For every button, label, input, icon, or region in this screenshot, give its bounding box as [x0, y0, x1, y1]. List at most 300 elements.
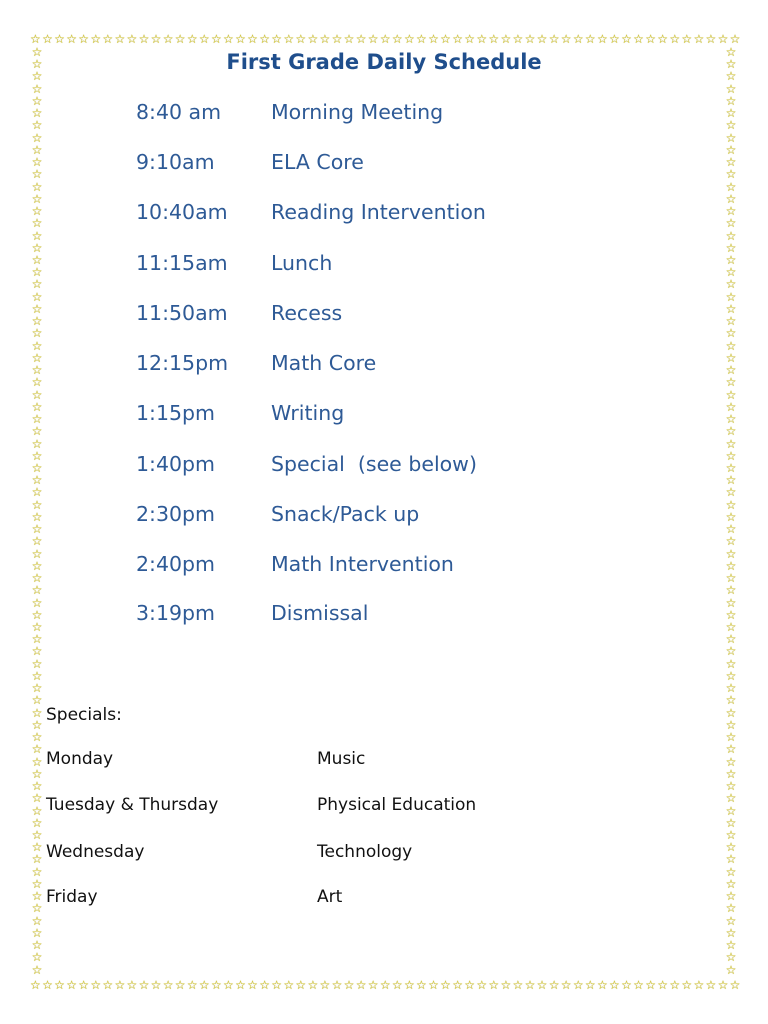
- schedule-time: 10:40am: [136, 200, 228, 224]
- star-icon: ☆: [725, 607, 737, 622]
- schedule-activity: Reading Intervention: [271, 200, 486, 224]
- schedule-time: 3:19pm: [136, 601, 216, 625]
- star-icon: ☆: [705, 32, 717, 46]
- star-icon: ☆: [31, 252, 43, 267]
- star-icon: ☆: [31, 118, 43, 133]
- star-border-right: [724, 46, 738, 976]
- star-icon: ☆: [126, 978, 138, 992]
- star-icon: ☆: [355, 978, 367, 992]
- star-icon: ☆: [725, 595, 737, 610]
- star-icon: ☆: [31, 130, 43, 145]
- star-icon: ☆: [725, 632, 737, 647]
- star-icon: ☆: [186, 978, 198, 992]
- star-icon: ☆: [31, 840, 43, 855]
- star-border-top: [30, 32, 741, 46]
- star-icon: ☆: [725, 938, 737, 953]
- star-icon: ☆: [30, 978, 41, 992]
- schedule-time: 2:40pm: [136, 552, 216, 576]
- star-icon: ☆: [725, 522, 737, 537]
- star-icon: ☆: [31, 864, 43, 879]
- star-icon: ☆: [126, 32, 138, 46]
- star-icon: ☆: [355, 32, 367, 46]
- star-icon: ☆: [725, 424, 737, 439]
- star-border-left: [30, 46, 44, 976]
- star-icon: ☆: [31, 815, 43, 830]
- star-icon: ☆: [725, 387, 737, 402]
- star-icon: ☆: [210, 32, 222, 46]
- star-icon: ☆: [174, 32, 186, 46]
- star-icon: ☆: [725, 705, 737, 720]
- star-icon: ☆: [560, 978, 572, 992]
- star-icon: ☆: [548, 978, 560, 992]
- star-icon: ☆: [31, 852, 43, 867]
- star-icon: ☆: [725, 534, 737, 549]
- schedule-activity: ELA Core: [271, 150, 364, 174]
- star-icon: ☆: [476, 978, 488, 992]
- star-icon: ☆: [31, 265, 43, 280]
- star-icon: ☆: [725, 118, 737, 133]
- star-icon: ☆: [391, 978, 403, 992]
- star-icon: ☆: [138, 978, 150, 992]
- star-icon: ☆: [717, 978, 729, 992]
- star-icon: ☆: [657, 978, 669, 992]
- star-icon: ☆: [725, 155, 737, 170]
- star-icon: ☆: [31, 901, 43, 916]
- star-icon: ☆: [440, 32, 451, 46]
- star-icon: ☆: [725, 828, 737, 842]
- star-icon: ☆: [725, 167, 737, 182]
- star-icon: ☆: [31, 375, 43, 390]
- star-icon: ☆: [31, 766, 43, 781]
- star-icon: ☆: [331, 978, 343, 992]
- star-icon: ☆: [725, 852, 737, 867]
- star-icon: ☆: [725, 509, 737, 524]
- star-icon: ☆: [138, 32, 150, 46]
- star-icon: ☆: [31, 620, 43, 635]
- star-icon: ☆: [235, 978, 246, 992]
- star-icon: ☆: [725, 314, 737, 329]
- star-icon: ☆: [31, 240, 43, 255]
- star-icon: ☆: [31, 705, 43, 720]
- schedule-time: 9:10am: [136, 150, 215, 174]
- star-icon: ☆: [198, 978, 210, 992]
- star-icon: ☆: [319, 32, 331, 46]
- star-icon: ☆: [31, 191, 43, 206]
- star-icon: ☆: [31, 595, 43, 610]
- star-icon: ☆: [633, 32, 644, 46]
- star-icon: ☆: [31, 228, 43, 243]
- star-icon: ☆: [31, 106, 43, 121]
- star-icon: ☆: [725, 228, 737, 243]
- star-icon: ☆: [31, 644, 43, 659]
- star-icon: ☆: [31, 791, 43, 806]
- star-icon: ☆: [725, 791, 737, 806]
- star-icon: ☆: [331, 32, 343, 46]
- star-icon: ☆: [725, 473, 737, 488]
- star-icon: ☆: [725, 448, 737, 463]
- star-icon: ☆: [725, 363, 737, 378]
- star-icon: ☆: [31, 522, 43, 537]
- star-icon: ☆: [596, 978, 608, 992]
- star-icon: ☆: [271, 32, 283, 46]
- star-icon: ☆: [500, 978, 512, 992]
- star-icon: ☆: [31, 546, 43, 561]
- star-icon: ☆: [31, 828, 43, 842]
- star-icon: ☆: [725, 876, 737, 891]
- star-icon: ☆: [584, 32, 596, 46]
- star-icon: ☆: [725, 840, 737, 855]
- star-icon: ☆: [705, 978, 717, 992]
- star-icon: ☆: [31, 69, 43, 84]
- star-icon: ☆: [725, 497, 737, 512]
- star-icon: ☆: [31, 803, 43, 818]
- star-icon: ☆: [174, 978, 186, 992]
- star-icon: ☆: [247, 978, 258, 992]
- star-icon: ☆: [31, 424, 43, 439]
- star-icon: ☆: [725, 681, 737, 696]
- star-icon: ☆: [428, 978, 439, 992]
- star-icon: ☆: [78, 978, 90, 992]
- star-icon: ☆: [31, 301, 43, 316]
- star-icon: ☆: [725, 460, 737, 475]
- star-icon: ☆: [31, 950, 43, 965]
- specials-row: [46, 887, 646, 911]
- star-icon: ☆: [572, 978, 584, 992]
- star-icon: ☆: [725, 93, 737, 108]
- star-icon: ☆: [31, 717, 43, 732]
- specials-row: [46, 842, 646, 866]
- star-icon: ☆: [247, 32, 258, 46]
- specials-day: Wednesday: [46, 842, 145, 862]
- star-icon: ☆: [645, 32, 656, 46]
- star-icon: ☆: [428, 32, 439, 46]
- star-icon: ☆: [725, 252, 737, 267]
- star-icon: ☆: [536, 32, 548, 46]
- star-icon: ☆: [150, 978, 162, 992]
- schedule-time: 11:15am: [136, 251, 228, 275]
- star-icon: ☆: [725, 962, 737, 977]
- star-icon: ☆: [102, 32, 114, 46]
- star-icon: ☆: [464, 978, 476, 992]
- star-icon: ☆: [31, 656, 43, 671]
- star-icon: ☆: [725, 889, 737, 904]
- star-icon: ☆: [307, 978, 319, 992]
- specials-day: Friday: [46, 887, 98, 907]
- schedule-time: 2:30pm: [136, 502, 216, 526]
- star-icon: ☆: [31, 632, 43, 647]
- star-icon: ☆: [725, 693, 737, 708]
- star-icon: ☆: [693, 32, 705, 46]
- star-icon: ☆: [31, 754, 43, 769]
- star-icon: ☆: [725, 436, 737, 451]
- star-icon: ☆: [31, 742, 43, 757]
- star-icon: ☆: [162, 32, 174, 46]
- schedule-time: 1:40pm: [136, 452, 216, 476]
- schedule-activity: Snack/Pack up: [271, 502, 420, 526]
- star-icon: ☆: [725, 375, 737, 390]
- star-icon: ☆: [31, 571, 43, 586]
- star-icon: ☆: [725, 350, 737, 365]
- star-icon: ☆: [367, 32, 379, 46]
- star-icon: ☆: [31, 473, 43, 488]
- star-icon: ☆: [31, 889, 43, 904]
- star-border-bottom: [30, 978, 741, 992]
- star-icon: ☆: [416, 32, 427, 46]
- star-icon: ☆: [31, 363, 43, 378]
- star-icon: ☆: [31, 167, 43, 182]
- star-icon: ☆: [725, 717, 737, 732]
- specials-day: Tuesday & Thursday: [46, 795, 219, 815]
- star-icon: ☆: [31, 693, 43, 708]
- star-icon: ☆: [31, 216, 43, 231]
- star-icon: ☆: [725, 81, 737, 96]
- star-icon: ☆: [725, 485, 737, 500]
- star-icon: ☆: [488, 32, 500, 46]
- star-icon: ☆: [717, 32, 729, 46]
- star-icon: ☆: [66, 978, 77, 992]
- star-icon: ☆: [235, 32, 246, 46]
- star-icon: ☆: [259, 32, 270, 46]
- star-icon: ☆: [295, 32, 307, 46]
- star-icon: ☆: [500, 32, 512, 46]
- star-icon: ☆: [621, 32, 632, 46]
- star-icon: ☆: [476, 32, 488, 46]
- star-icon: ☆: [379, 978, 391, 992]
- star-icon: ☆: [464, 32, 476, 46]
- star-icon: ☆: [403, 32, 415, 46]
- star-icon: ☆: [512, 978, 524, 992]
- page-title: First Grade Daily Schedule: [226, 50, 542, 74]
- star-icon: ☆: [725, 668, 737, 683]
- star-icon: ☆: [295, 978, 307, 992]
- specials-subject: Physical Education: [317, 795, 477, 815]
- star-icon: ☆: [31, 962, 43, 977]
- star-icon: ☆: [725, 925, 737, 940]
- star-icon: ☆: [31, 387, 43, 402]
- star-icon: ☆: [452, 978, 463, 992]
- star-icon: ☆: [391, 32, 403, 46]
- star-icon: ☆: [31, 142, 43, 157]
- schedule-activity: Math Intervention: [271, 552, 454, 576]
- star-icon: ☆: [31, 81, 43, 96]
- schedule-activity: Morning Meeting: [271, 100, 444, 124]
- specials-subject: Music: [317, 749, 366, 769]
- star-icon: ☆: [31, 730, 43, 745]
- star-icon: ☆: [31, 93, 43, 108]
- star-icon: ☆: [725, 216, 737, 231]
- star-icon: ☆: [725, 803, 737, 818]
- star-icon: ☆: [416, 978, 427, 992]
- star-icon: ☆: [30, 32, 41, 46]
- star-icon: ☆: [440, 978, 451, 992]
- star-icon: ☆: [90, 978, 102, 992]
- star-icon: ☆: [271, 978, 283, 992]
- star-icon: ☆: [572, 32, 584, 46]
- star-icon: ☆: [223, 32, 234, 46]
- star-icon: ☆: [536, 978, 548, 992]
- specials-subject: Technology: [317, 842, 413, 862]
- star-icon: ☆: [78, 32, 90, 46]
- star-icon: ☆: [725, 644, 737, 659]
- star-icon: ☆: [725, 730, 737, 745]
- star-icon: ☆: [31, 558, 43, 573]
- star-icon: ☆: [725, 950, 737, 965]
- schedule-activity: Lunch: [271, 251, 333, 275]
- star-icon: ☆: [31, 938, 43, 953]
- star-icon: ☆: [31, 779, 43, 794]
- star-icon: ☆: [198, 32, 210, 46]
- star-icon: ☆: [31, 45, 43, 59]
- star-icon: ☆: [31, 925, 43, 940]
- star-icon: ☆: [725, 913, 737, 928]
- star-icon: ☆: [645, 978, 656, 992]
- star-icon: ☆: [367, 978, 379, 992]
- schedule-activity: Recess: [271, 301, 343, 325]
- star-icon: ☆: [725, 546, 737, 561]
- star-icon: ☆: [42, 978, 53, 992]
- star-icon: ☆: [725, 130, 737, 145]
- star-icon: ☆: [31, 497, 43, 512]
- star-icon: ☆: [31, 436, 43, 451]
- star-icon: ☆: [560, 32, 572, 46]
- schedule-activity: Dismissal: [271, 601, 369, 625]
- schedule-activity: Writing: [271, 401, 345, 425]
- star-icon: ☆: [343, 32, 355, 46]
- star-icon: ☆: [102, 978, 114, 992]
- star-icon: ☆: [31, 607, 43, 622]
- star-icon: ☆: [31, 155, 43, 170]
- star-icon: ☆: [31, 509, 43, 524]
- star-icon: ☆: [584, 978, 596, 992]
- star-icon: ☆: [31, 57, 43, 72]
- star-icon: ☆: [681, 32, 693, 46]
- star-icon: ☆: [31, 583, 43, 598]
- star-icon: ☆: [669, 32, 681, 46]
- star-icon: ☆: [524, 978, 536, 992]
- star-icon: ☆: [31, 485, 43, 500]
- star-icon: ☆: [725, 106, 737, 121]
- star-icon: ☆: [725, 142, 737, 157]
- specials-subject: Art: [317, 887, 343, 907]
- star-icon: ☆: [725, 742, 737, 757]
- specials-day: Monday: [46, 749, 114, 769]
- star-icon: ☆: [609, 978, 620, 992]
- star-icon: ☆: [452, 32, 463, 46]
- schedule-activity: Special (see below): [271, 452, 477, 476]
- star-icon: ☆: [725, 69, 737, 84]
- schedule-time: 11:50am: [136, 301, 228, 325]
- star-icon: ☆: [54, 978, 65, 992]
- star-icon: ☆: [725, 620, 737, 635]
- star-icon: ☆: [725, 901, 737, 916]
- star-icon: ☆: [307, 32, 319, 46]
- star-icon: ☆: [31, 460, 43, 475]
- star-icon: ☆: [42, 32, 53, 46]
- star-icon: ☆: [725, 779, 737, 794]
- star-icon: ☆: [31, 338, 43, 353]
- star-icon: ☆: [31, 448, 43, 463]
- star-icon: ☆: [725, 240, 737, 255]
- star-icon: ☆: [693, 978, 705, 992]
- star-icon: ☆: [725, 45, 737, 59]
- star-icon: ☆: [725, 754, 737, 769]
- star-icon: ☆: [54, 32, 65, 46]
- star-icon: ☆: [31, 681, 43, 696]
- star-icon: ☆: [512, 32, 524, 46]
- star-icon: ☆: [524, 32, 536, 46]
- star-icon: ☆: [725, 864, 737, 879]
- star-icon: ☆: [343, 978, 355, 992]
- star-icon: ☆: [681, 978, 693, 992]
- star-icon: ☆: [725, 277, 737, 292]
- star-icon: ☆: [725, 301, 737, 316]
- star-icon: ☆: [31, 412, 43, 427]
- star-icon: ☆: [66, 32, 77, 46]
- specials-row: [46, 795, 646, 819]
- star-icon: ☆: [31, 204, 43, 219]
- star-icon: ☆: [633, 978, 644, 992]
- star-icon: ☆: [186, 32, 198, 46]
- star-icon: ☆: [729, 32, 741, 46]
- star-icon: ☆: [150, 32, 162, 46]
- star-icon: ☆: [31, 179, 43, 194]
- star-icon: ☆: [31, 350, 43, 365]
- star-icon: ☆: [31, 668, 43, 683]
- star-icon: ☆: [725, 766, 737, 781]
- specials-row: [46, 749, 646, 773]
- schedule-time: 12:15pm: [136, 351, 229, 375]
- schedule-activity: Math Core: [271, 351, 377, 375]
- star-icon: ☆: [114, 978, 126, 992]
- star-icon: ☆: [31, 277, 43, 292]
- star-icon: ☆: [609, 32, 620, 46]
- star-icon: ☆: [31, 314, 43, 329]
- star-icon: ☆: [31, 534, 43, 549]
- star-icon: ☆: [725, 583, 737, 598]
- star-icon: ☆: [379, 32, 391, 46]
- star-icon: ☆: [488, 978, 500, 992]
- star-icon: ☆: [725, 399, 737, 414]
- star-icon: ☆: [283, 32, 295, 46]
- star-icon: ☆: [725, 57, 737, 72]
- star-icon: ☆: [657, 32, 669, 46]
- star-icon: ☆: [725, 656, 737, 671]
- star-icon: ☆: [725, 204, 737, 219]
- star-icon: ☆: [725, 265, 737, 280]
- star-icon: ☆: [725, 571, 737, 586]
- star-icon: ☆: [259, 978, 270, 992]
- star-icon: ☆: [31, 913, 43, 928]
- star-icon: ☆: [729, 978, 741, 992]
- star-icon: ☆: [669, 978, 681, 992]
- star-icon: ☆: [114, 32, 126, 46]
- star-icon: ☆: [210, 978, 222, 992]
- star-icon: ☆: [31, 289, 43, 304]
- star-icon: ☆: [725, 179, 737, 194]
- specials-heading: Specials:: [46, 705, 122, 725]
- star-icon: ☆: [725, 558, 737, 573]
- star-icon: ☆: [319, 978, 331, 992]
- star-icon: ☆: [725, 191, 737, 206]
- star-icon: ☆: [725, 338, 737, 353]
- schedule-time: 8:40 am: [136, 100, 222, 124]
- star-icon: ☆: [90, 32, 102, 46]
- star-icon: ☆: [283, 978, 295, 992]
- star-icon: ☆: [162, 978, 174, 992]
- star-icon: ☆: [403, 978, 415, 992]
- star-icon: ☆: [31, 876, 43, 891]
- star-icon: ☆: [548, 32, 560, 46]
